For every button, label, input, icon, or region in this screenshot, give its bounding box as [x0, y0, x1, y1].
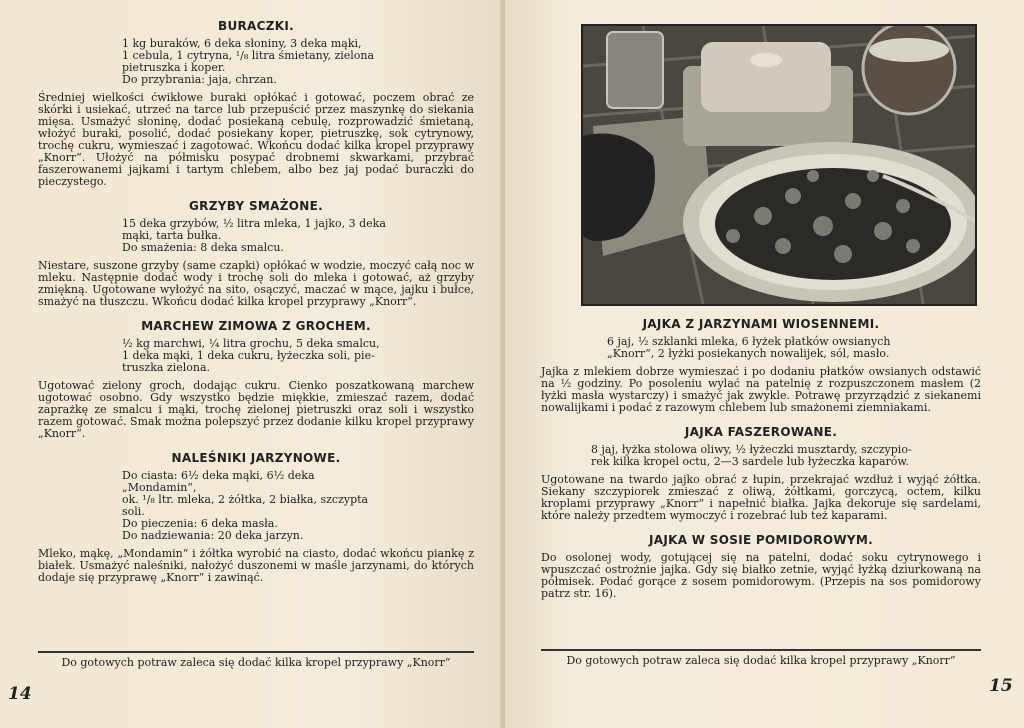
- recipe-title: NALEŚNIKI JARZYNOWE.: [171, 451, 341, 465]
- page-footer: Do gotowych potraw zaleca się dodać kilka kropel przyprawy „Knorr“: [566, 654, 956, 667]
- recipe-jajka-faszerowane: [541, 426, 981, 522]
- recipe-text: Do osolonej wody, gotującej się na patelni, dodać soku cytrynowego i wpuszczać ostrożnie jajka. Gdy się białko zetnie, wyjąć łyżką dziurkowaną na półmisek. Podać gorące z sosem pomidorowym. (Przepis na sos pomidorowy patrz str. 16).: [541, 551, 981, 600]
- ingredient-line: ok. ¹/₈ ltr. mleka, 2 żółtka, 2 białka, szczypta soli.: [122, 493, 369, 518]
- ingredient-line: mąki, tarta bułka.: [122, 229, 222, 242]
- recipe-title: JAJKA FASZEROWANE.: [684, 425, 838, 439]
- ingredient-line: 1 kg buraków, 6 deka słoniny, 3 deka mąki,: [122, 37, 362, 50]
- ingredient-line: Do ciasta: 6½ deka mąki, 6½ deka „Mondamin“,: [122, 469, 315, 494]
- page-number: 14: [8, 684, 32, 704]
- recipe-jajka-jarzyny: [541, 318, 981, 414]
- ingredient-line: Do smażenia: 8 deka smalcu.: [122, 241, 284, 254]
- recipe-text: Średniej wielkości ćwikłowe buraki opłókać i gotować, poczem obrać ze skórki i usiekać, utrzeć na tarce lub przepuścić przez maszynkę do siekania mięsa. Usmażyć słoninę, dodać posiekaną cebulę, rozprowadzić śmietaną, włożyć buraki, posolić, dodać posiekany koper, pietruszkę, sok cytrynowy, trochę cukru, wymieszać i zagotować. Wkońcu dodać kilka kropel przyprawy „Knorr“. Ułożyć na półmisku posypać drobnemi skwarkami, przybrać faszerowanemi jajkami i tartym chlebem, albo bez jaj podać buraczki do pieczystego.: [38, 91, 474, 188]
- ingredients: [38, 38, 474, 86]
- ingredient-line: ½ kg marchwi, ¼ litra grochu, 5 deka smalcu,: [122, 337, 380, 350]
- ingredients: [38, 218, 474, 254]
- ingredient-line: truszka zielona.: [122, 361, 211, 374]
- footer-rule: [541, 649, 981, 651]
- ingredient-line: 6 jaj, ½ szklanki mleka, 6 łyżek płatków owsianych: [607, 335, 891, 348]
- recipe-title: MARCHEW ZIMOWA Z GROCHEM.: [141, 319, 371, 333]
- ingredient-line: 15 deka grzybów, ½ litra mleka, 1 jajko, 3 deka: [122, 217, 386, 230]
- ingredient-line: Do przybrania: jaja, chrzan.: [122, 73, 277, 86]
- recipe-title: JAJKA W SOSIE POMIDOROWYM.: [649, 533, 873, 547]
- recipe-buraczki: [38, 20, 474, 188]
- left-column: [38, 20, 474, 596]
- recipe-title: JAJKA Z JARZYNAMI WIOSENNEMI.: [642, 317, 880, 331]
- ingredients: [38, 338, 474, 374]
- recipe-nalesniki: [38, 452, 474, 584]
- recipe-text: Mleko, mąkę, „Mondamin“ i żółtka wyrobić na ciasto, dodać wkońcu piankę z białek. Usmażyć naleśniki, nałożyć duszonemi w maśle jarzynami, do których dodaje się przyprawę „Knorr“ i zawinąć.: [38, 547, 474, 584]
- recipe-text: Jajka z mlekiem dobrze wymieszać i po dodaniu płatków owsianych odstawić na ½ godziny. Po posoleniu wylać na patelnię z rozpuszczonem masłem (2 łyżki masła wystarczy) i smażyć jak zwykle. Potrawę przyrządzić z siekanemi nowalijkami i podać z razowym chlebem lub smażonemi ziemniakami.: [541, 365, 981, 414]
- ingredient-line: pietruszka i koper.: [122, 61, 226, 74]
- page-footer: Do gotowych potraw zaleca się dodać kilka kropel przyprawy „Knorr“: [61, 656, 451, 669]
- recipe-title: BURACZKI.: [218, 19, 294, 33]
- ingredient-line: Do nadziewania: 20 deka jarzyn.: [122, 529, 304, 542]
- right-column: [541, 318, 981, 612]
- ingredient-line: 1 cebula, 1 cytryna, ¹/₈ litra śmietany, zielona: [122, 49, 375, 62]
- food-photo: [581, 24, 977, 306]
- recipe-title: GRZYBY SMAŻONE.: [189, 199, 323, 213]
- recipe-marchew: [38, 320, 474, 440]
- recipe-grzyby: [38, 200, 474, 308]
- food-photo-illustration: [583, 26, 975, 304]
- ingredient-line: rek kilka kropel octu, 2—3 sardele lub łyżeczka kaparów.: [591, 455, 909, 468]
- page-number: 15: [989, 676, 1013, 696]
- recipe-jajka-sos: [541, 534, 981, 600]
- ingredient-line: 1 deka mąki, 1 deka cukru, łyżeczka soli, pie-: [122, 349, 375, 362]
- ingredient-line: 8 jaj, łyżka stolowa oliwy, ½ łyżeczki musztardy, szczypio-: [591, 443, 912, 456]
- ingredients: [541, 336, 981, 360]
- ingredients: [541, 444, 981, 468]
- right-page: [505, 0, 1024, 728]
- ingredient-line: Do pieczenia: 6 deka masła.: [122, 517, 278, 530]
- recipe-text: Niestare, suszone grzyby (same czapki) opłókać w wodzie, moczyć całą noc w mleku. Następnie dodać wody i trochę soli do mleka i gotować, aż grzyby zmiękną. Ugotowane wyłożyć na sito, osączyć, maczać w mące, jajku i bułce, smażyć na tłuszczu. Wkońcu dodać kilka kropel przyprawy „Knorr“.: [38, 259, 474, 308]
- footer-rule: [38, 651, 474, 653]
- ingredient-line: „Knorr“, 2 łyżki posiekanych nowalijek, sól, masło.: [607, 347, 890, 360]
- recipe-text: Ugotować zielony groch, dodając cukru. Cienko poszatkowaną marchew ugotować osobno. Gdy wszystko będzie miękkie, zmieszać razem, dodać zaprażkę ze smalcu i mąki, trochę zielonej pietruszki oraz soli i wszystko razem gotować. Smak można polepszyć przez dodanie kilku kropel przyprawy „Knorr“.: [38, 379, 474, 440]
- ingredients: [38, 470, 474, 542]
- left-page: [0, 0, 505, 728]
- recipe-text: Ugotowane na twardo jajko obrać z łupin, przekrajać wzdłuż i wyjąć żółtka. Siekany szczypiorek zmieszać z oliwą, żółtkami, gorczycą, octem, kilku kroplami przyprawy „Knorr“ i napełnić białka. Jajka dekoruje się sardelami, które należy przedtem wymoczyć i rozebrać lub też kaparami.: [541, 473, 981, 522]
